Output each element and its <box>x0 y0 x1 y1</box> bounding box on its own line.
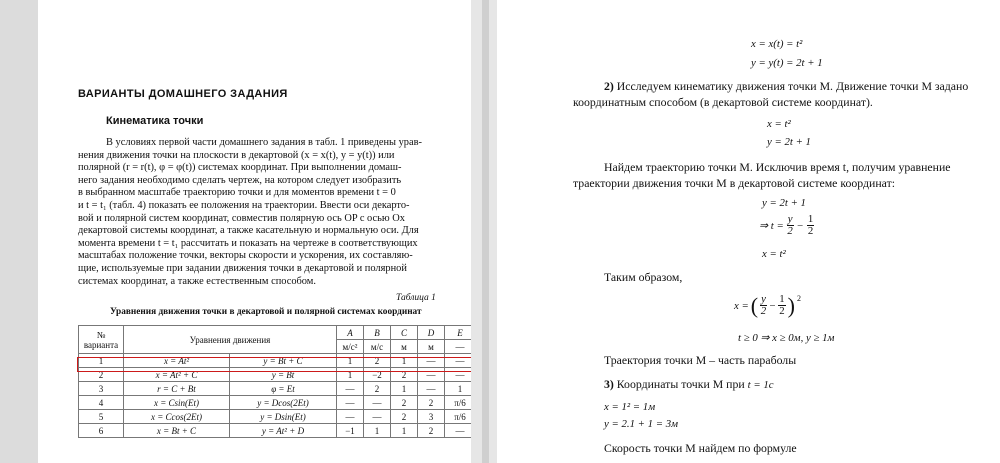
equation-y-2t1-b: y = 2t + 1 <box>762 197 806 209</box>
fraction-y-over-2 <box>787 214 794 237</box>
cell-a: — <box>337 396 364 410</box>
subsection-heading: Кинематика точки <box>106 115 204 127</box>
step3-number: 3) <box>604 377 614 391</box>
unit-cell: м/с² <box>337 340 364 354</box>
cell-equation-2: y = Dsin(Et) <box>229 410 336 424</box>
paragraph-line: момента времени t = t₁ рассчитать и показать на чертеже в соответствующих <box>78 237 418 249</box>
denominator: 2 <box>807 225 814 237</box>
unit-cell: м <box>391 340 418 354</box>
step3-text: Координаты точки М при <box>616 377 745 391</box>
paragraph-line: щие, используемые при задании движения точки в декартовой и полярной <box>78 262 407 274</box>
thus-text: Таким образом, <box>604 270 683 284</box>
denominator: 2 <box>760 305 767 317</box>
cell-e: — <box>445 424 472 438</box>
cell-d: 3 <box>418 410 445 424</box>
unit-cell: м <box>418 340 445 354</box>
step2-text: Исследуем кинематику движения точки М. Движение точки М задано <box>616 79 969 93</box>
header-equations: Уравнения движения <box>124 326 337 354</box>
cell-equation-2: y = Bt + C <box>229 354 336 368</box>
cell-e: — <box>445 368 472 382</box>
cell-c: 1 <box>391 424 418 438</box>
trajectory-line1: Найдем траекторию точки М. Исключив время t, получим уравнение <box>604 160 951 174</box>
cell-d: — <box>418 382 445 396</box>
equation-x-t2: x = t² <box>767 118 791 130</box>
header-col-b: B <box>364 326 391 340</box>
step2-number: 2) <box>604 79 614 93</box>
cell-equation-1: x = At² + C <box>124 368 230 382</box>
step3-line <box>604 377 774 393</box>
numerator: 1 <box>779 293 785 305</box>
cell-variant: 1 <box>79 354 124 368</box>
denominator: 2 <box>787 225 793 237</box>
cell-d: — <box>418 354 445 368</box>
cell-equation-1: x = Csin(Et) <box>124 396 230 410</box>
cell-c: 2 <box>391 368 418 382</box>
speed-text: Скорость точки М найдем по формуле <box>604 441 797 455</box>
equation-x-of-t: x = x(t) = t² <box>751 38 803 50</box>
cell-e: π/6 <box>445 396 472 410</box>
table-header-row <box>79 326 472 340</box>
unit-cell: м/с <box>364 340 391 354</box>
equation-x-value: x = 1² = 1м <box>604 401 656 413</box>
cell-c: 2 <box>391 410 418 424</box>
numerator: 1 <box>807 213 814 225</box>
numerator: y <box>787 213 793 225</box>
x-equals: x = <box>734 299 749 312</box>
fraction-y-over-2 <box>760 294 767 317</box>
minus-sign: − <box>796 219 804 232</box>
header-col-c: C <box>391 326 418 340</box>
step2-line2: координатным способом (в декартовой системе координат). <box>573 95 873 109</box>
cell-b: 2 <box>364 354 391 368</box>
cell-equation-2: y = At² + D <box>229 424 336 438</box>
cell-b: 2 <box>364 382 391 396</box>
denominator: 2 <box>779 305 785 317</box>
cell-c: 1 <box>391 354 418 368</box>
cell-variant: 6 <box>79 424 124 438</box>
cell-b: −2 <box>364 368 391 382</box>
cell-b: — <box>364 410 391 424</box>
equations-table <box>78 325 471 438</box>
step2-line1 <box>604 79 968 94</box>
equation-y-of-t: y = y(t) = 2t + 1 <box>751 57 823 69</box>
equation-t-solved <box>759 214 814 237</box>
equation-y-value: y = 2.1 + 1 = 3м <box>604 418 679 430</box>
power-2: 2 <box>796 294 801 303</box>
implies-t: ⇒ t = <box>759 220 784 232</box>
header-col-d: D <box>418 326 445 340</box>
cell-equation-1: x = Ccos(2Et) <box>124 410 230 424</box>
row-highlight-box <box>77 357 471 372</box>
header-col-a: A <box>337 326 364 340</box>
paragraph-line: вой и полярной систем координат, совместив полярную ось OP с осью Ox <box>78 212 405 224</box>
cell-equation-1: r = C + Bt <box>124 382 230 396</box>
cell-a: 1 <box>337 354 364 368</box>
cell-b: — <box>364 396 391 410</box>
cell-c: 1 <box>391 382 418 396</box>
section-heading: ВАРИАНТЫ ДОМАШНЕГО ЗАДАНИЯ <box>78 88 288 100</box>
cell-equation-2: y = Bt <box>229 368 336 382</box>
cell-c: 2 <box>391 396 418 410</box>
paragraph-line: масштабах положение точки, векторы скорости и ускорения, их составляю- <box>78 250 413 262</box>
scrollbar[interactable] <box>482 0 489 463</box>
equation-domain: t ≥ 0 ⇒ x ≥ 0м, y ≥ 1м <box>738 332 835 344</box>
paragraph-line: нения движения точки на плоскости в декартовой (x = x(t), y = y(t)) или <box>78 149 395 161</box>
body-paragraph <box>78 137 438 288</box>
cell-e: — <box>445 354 472 368</box>
left-document-page <box>38 0 471 463</box>
table-row <box>79 424 472 438</box>
table-number: Таблица 1 <box>396 293 436 303</box>
unit-cell: — <box>445 340 472 354</box>
open-paren: ( <box>750 292 759 318</box>
equation-y-2t1: y = 2t + 1 <box>767 136 811 148</box>
cell-e: 1 <box>445 382 472 396</box>
table-row <box>79 410 472 424</box>
header-variant: № варианта <box>79 326 124 354</box>
right-document-page <box>497 0 1000 463</box>
close-paren: ) <box>787 292 795 318</box>
cell-equation-2: φ = Et <box>229 382 336 396</box>
cell-a: — <box>337 410 364 424</box>
paragraph-line: полярной (r = r(t), φ = φ(t)) системах координат. При выполнении домаш- <box>78 162 402 174</box>
cell-d: — <box>418 368 445 382</box>
paragraph-line: него задания необходимо сделать чертеж, на котором следует изобразить <box>78 174 402 186</box>
cell-a: −1 <box>337 424 364 438</box>
equation-parabola <box>734 294 801 317</box>
parabola-text: Траектория точки М – часть параболы <box>604 353 797 367</box>
cell-variant: 5 <box>79 410 124 424</box>
paragraph-line: В условиях первой части домашнего задания в табл. 1 приведены урав- <box>106 137 422 148</box>
fraction-1-over-2 <box>778 294 785 317</box>
equation-x-t2-b: x = t² <box>762 248 786 260</box>
cell-equation-2: y = Dcos(2Et) <box>229 396 336 410</box>
fraction-1-over-2 <box>807 214 814 237</box>
numerator: y <box>761 293 766 305</box>
cell-a: — <box>337 382 364 396</box>
cell-variant: 2 <box>79 368 124 382</box>
paragraph-line: в выбранном масштабе траекторию точки и для моментов времени t = 0 <box>78 187 396 199</box>
cell-equation-1: x = At² <box>124 354 230 368</box>
cell-d: 2 <box>418 396 445 410</box>
cell-equation-1: x = Bt + C <box>124 424 230 438</box>
step3-time: t = 1с <box>747 379 774 391</box>
cell-a: 1 <box>337 368 364 382</box>
cell-variant: 4 <box>79 396 124 410</box>
table-title: Уравнения движения точки в декартовой и полярной системах координат <box>110 307 422 317</box>
paragraph-line: системах координат, а также естественным способом. <box>78 275 316 287</box>
minus-sign: − <box>768 299 777 312</box>
cell-b: 1 <box>364 424 391 438</box>
paragraph-line: и t = t₁ (табл. 4) показать ее положения на траектории. Ввести оси декарто- <box>78 199 410 211</box>
cell-variant: 3 <box>79 382 124 396</box>
paragraph-line: декартовой системы координат, а также касательную и нормальную оси. Для <box>78 225 419 237</box>
cell-e: π/6 <box>445 410 472 424</box>
header-col-e: E <box>445 326 472 340</box>
cell-d: 2 <box>418 424 445 438</box>
table-row <box>79 382 472 396</box>
table-row <box>79 396 472 410</box>
trajectory-line2: траектории движения точки М в декартовой системе координат: <box>573 176 896 190</box>
